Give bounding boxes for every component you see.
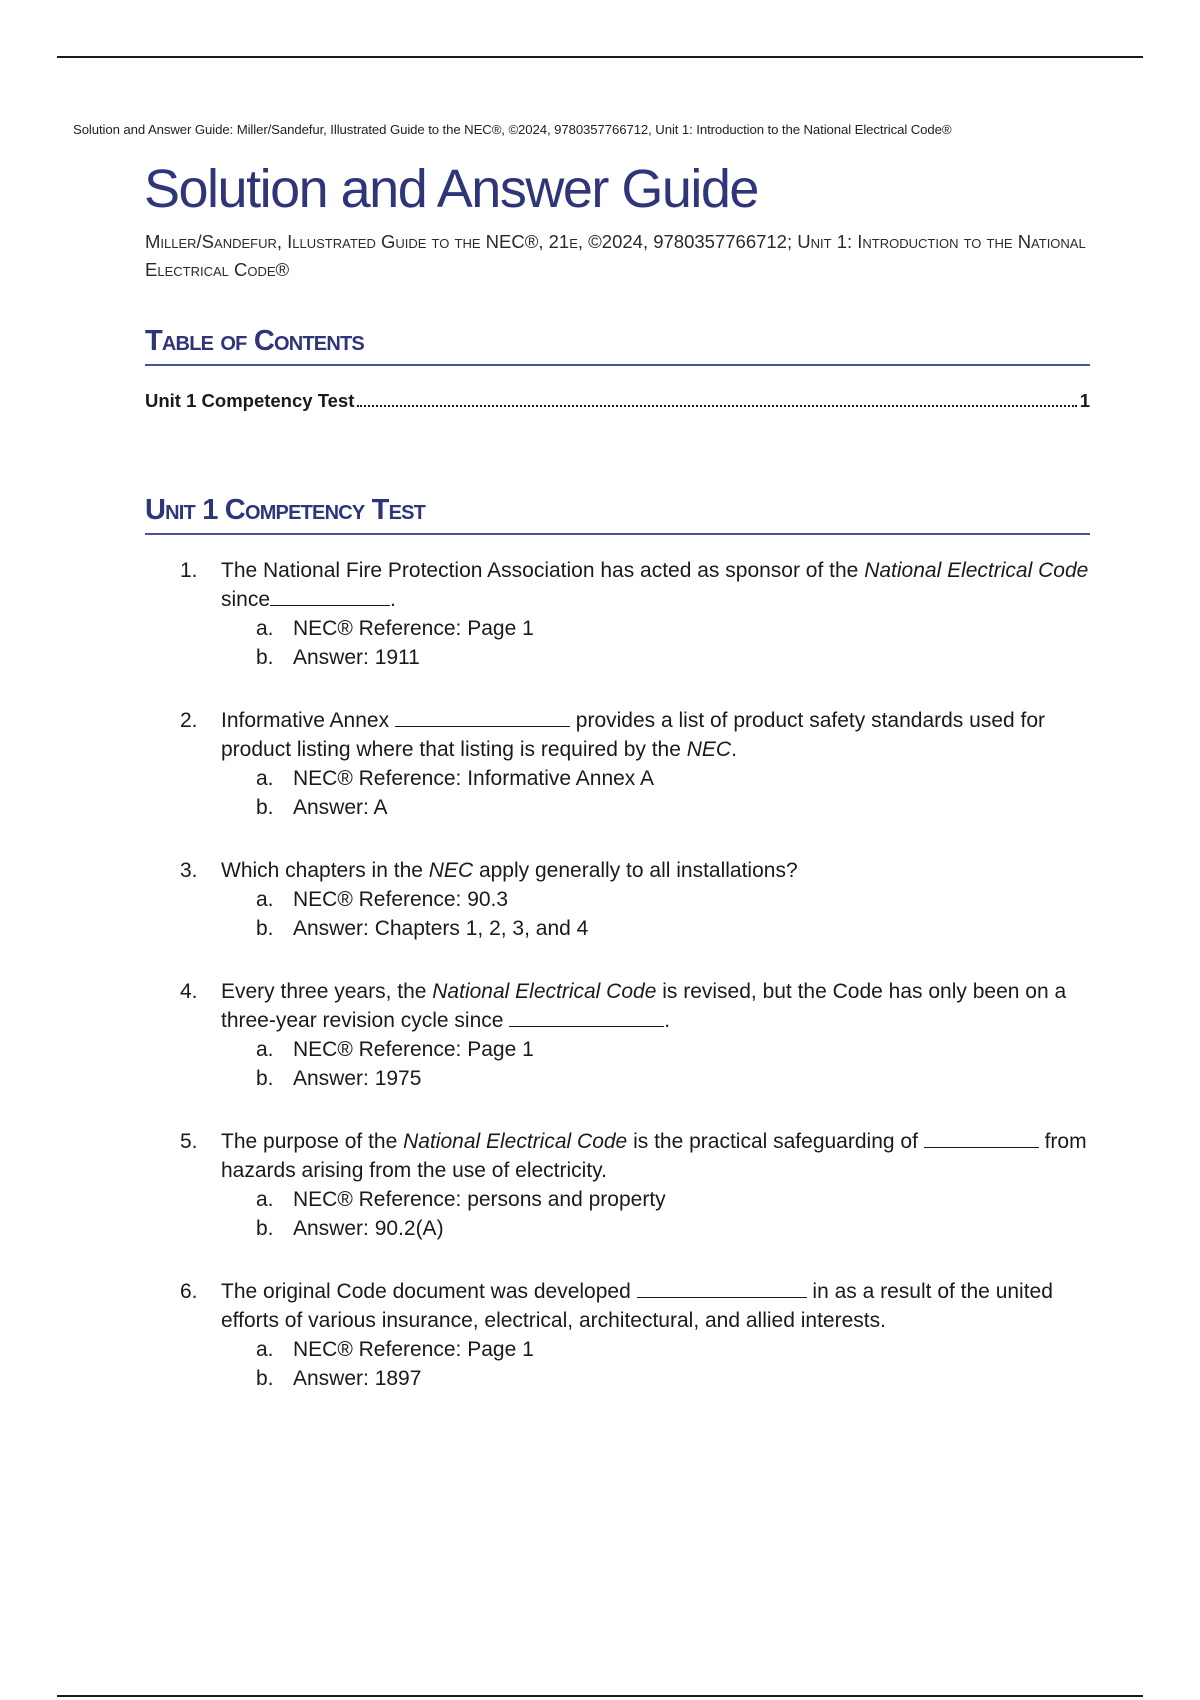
answer-blank [509,1006,664,1027]
answer-blank [270,585,390,606]
reference-line: a. NEC® Reference: Page 1 [256,617,534,640]
question-text: The National Fire Protection Association has acted as sponsor of the National Electrical Code since . [221,559,1089,611]
toc-entry[interactable] [145,390,1090,412]
reference-line: a. NEC® Reference: persons and property [256,1188,666,1211]
reference-line: a. NEC® Reference: Page 1 [256,1038,534,1061]
unit-heading: Unit 1 Competency Test [145,494,1090,535]
answer-blank [395,706,570,727]
toc-entry-page: 1 [1079,390,1090,411]
answer-line: b. Answer: Chapters 1, 2, 3, and 4 [256,917,589,940]
answer-blank [924,1127,1039,1148]
question-6 [180,1277,1095,1393]
document-subtitle: Miller/Sandefur, Illustrated Guide to the NEC®, 21e, ©2024, 9780357766712; Unit 1: Introduction to the National Electrical Code® [145,231,1086,280]
toc-entry-label: Unit 1 Competency Test [145,390,355,411]
question-number: 3. [180,859,198,882]
question-text: Informative Annex provides a list of product safety standards used for product listing where that listing is required by the NEC. [221,706,1095,764]
toc-dot-leader [357,405,1076,407]
question-text: Every three years, the National Electrical Code is revised, but the Code has only been on a three-year revision cycle since . [221,980,1067,1032]
question-list [180,556,1095,1427]
reference-line: a. NEC® Reference: 90.3 [256,888,509,911]
question-text: The purpose of the National Electrical Code is the practical safeguarding of from hazards arising from the use of electricity. [221,1127,1095,1185]
question-2 [180,706,1095,822]
question-number: 4. [180,980,198,1003]
running-header: Solution and Answer Guide: Miller/Sandefur, Illustrated Guide to the NEC®, ©2024, 9780357766712, Unit 1: Introduction to the National Electrical Code® [73,122,952,137]
question-number: 6. [180,1280,198,1303]
document-title: Solution and Answer Guide [144,159,758,219]
question-3 [180,856,1095,943]
reference-line: a. NEC® Reference: Page 1 [256,1338,534,1361]
answer-line: b. Answer: 1897 [256,1367,422,1390]
question-5 [180,1127,1095,1243]
answer-line: b. Answer: 1911 [256,646,420,669]
question-text: Which chapters in the NEC apply generally to all installations? [221,859,798,882]
question-number: 2. [180,709,198,732]
question-1 [180,556,1095,672]
bottom-rule [57,1695,1143,1697]
toc-heading: Table of Contents [145,325,1090,366]
question-text: The original Code document was developed in as a result of the united efforts of various insurance, electrical, architectural, and allied interests. [221,1277,1095,1335]
top-rule [57,56,1143,58]
question-number: 5. [180,1130,198,1153]
answer-blank [637,1277,807,1298]
question-number: 1. [180,559,198,582]
question-4 [180,977,1095,1093]
answer-line: b. Answer: A [256,796,388,819]
reference-line: a. NEC® Reference: Informative Annex A [256,767,654,790]
answer-line: b. Answer: 90.2(A) [256,1217,444,1240]
answer-line: b. Answer: 1975 [256,1067,422,1090]
